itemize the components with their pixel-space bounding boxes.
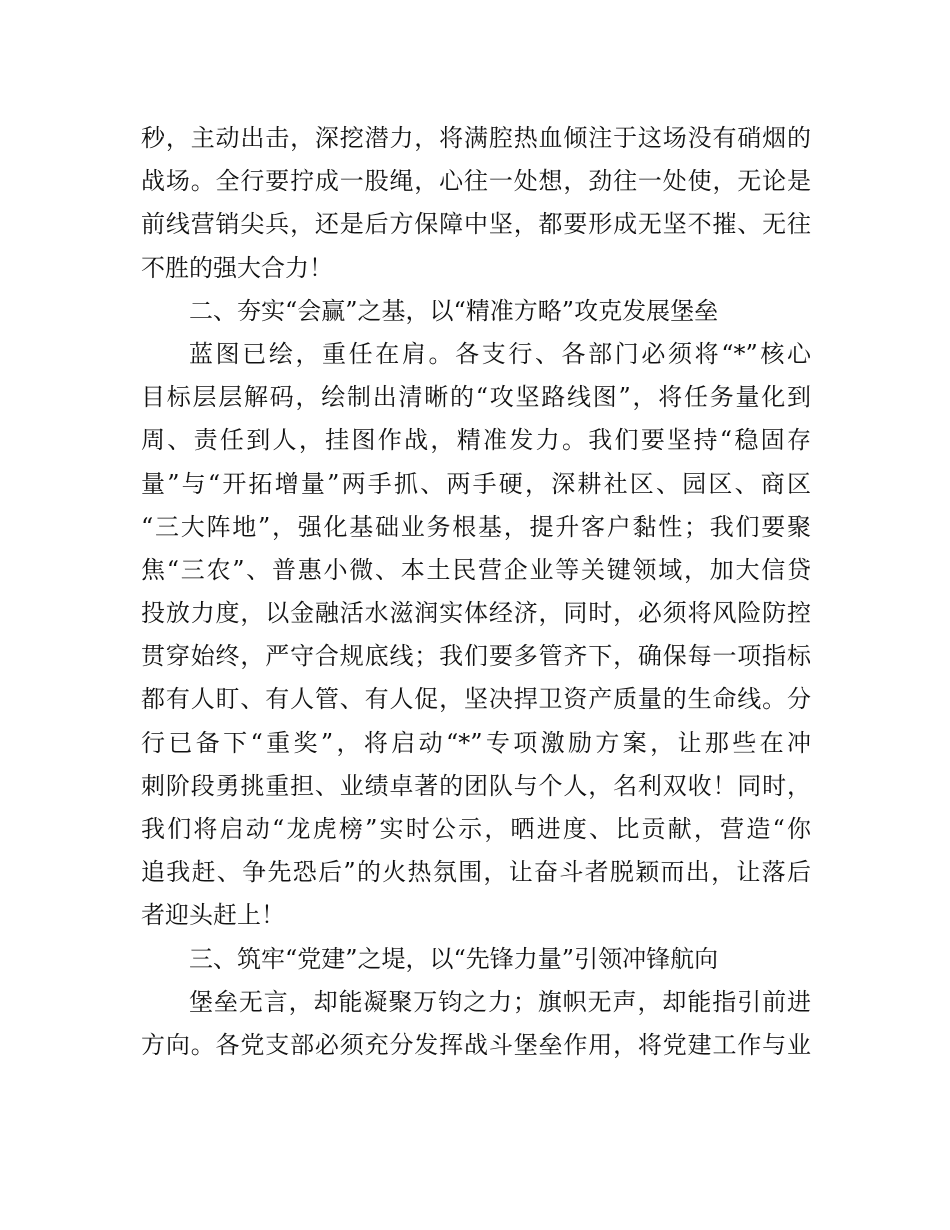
paragraph: [141, 333, 811, 938]
section-heading-2: 二、夯实“会赢”之基，以“精准方略”攻克发展堡垒: [189, 296, 719, 325]
paragraph-line: 方向。各党支部必须充分发挥战斗堡垒作用，将党建工作与业: [141, 1030, 811, 1059]
section-heading-3: 三、筑牢“党建”之堤，以“先锋力量”引领冲锋航向: [189, 944, 719, 973]
paragraph-line: 前线营销尖兵，还是后方保障中坚，都要形成无坚不摧、无往: [141, 210, 811, 239]
paragraph-line: 我们将启动“龙虎榜”实时公示，晒进度、比贡献，营造“你: [141, 815, 811, 843]
paragraph-line: 行已备下“重奖”，将启动“*”专项激励方案，让那些在冲: [141, 728, 811, 757]
paragraph-line: 追我赶、争先恐后”的火热氛围，让奋斗者脱颖而出，让落后: [141, 858, 811, 887]
paragraph-line: 目标层层解码，绘制出清晰的“攻坚路线图”，将任务量化到: [141, 383, 811, 412]
paragraph-line: 蓝图已绘，重任在肩。各支行、各部门必须将“*”核心: [189, 339, 811, 368]
paragraph-line: 刺阶段勇挑重担、业绩卓著的团队与个人，名利双收！同时，: [141, 771, 811, 800]
paragraph-line: 堡垒无言，却能凝聚万钧之力；旗帜无声，却能指引前进: [189, 987, 811, 1016]
paragraph-line: 焦“三农”、普惠小微、本土民营企业等关键领域，加大信贷: [141, 555, 811, 584]
paragraph: [141, 981, 811, 1067]
paragraph-line: 量”与“开拓增量”两手抓、两手硬，深耕社区、园区、商区: [141, 469, 811, 498]
paragraph-line: 投放力度，以金融活水滋润实体经济，同时，必须将风险防控: [141, 599, 811, 628]
paragraph-line: “三大阵地”，强化基础业务根基，提升客户黏性；我们要聚: [141, 512, 811, 541]
paragraph-continued: [141, 117, 811, 290]
paragraph-line: 者迎头赶上！: [141, 901, 285, 930]
document-body: [141, 117, 811, 1067]
paragraph-line: 周、责任到人，挂图作战，精准发力。我们要坚持“稳固存: [141, 426, 811, 455]
paragraph-line: 秒，主动出击，深挖潜力，将满腔热血倾注于这场没有硝烟的: [141, 124, 811, 152]
paragraph-line: 不胜的强大合力！: [141, 253, 333, 282]
paragraph-line: 贯穿始终，严守合规底线；我们要多管齐下，确保每一项指标: [141, 642, 811, 671]
paragraph-line: 战场。全行要拧成一股绳，心往一处想，劲往一处使，无论是: [141, 167, 811, 196]
paragraph-line: 都有人盯、有人管、有人促，坚决捍卫资产质量的生命线。分: [141, 685, 811, 714]
